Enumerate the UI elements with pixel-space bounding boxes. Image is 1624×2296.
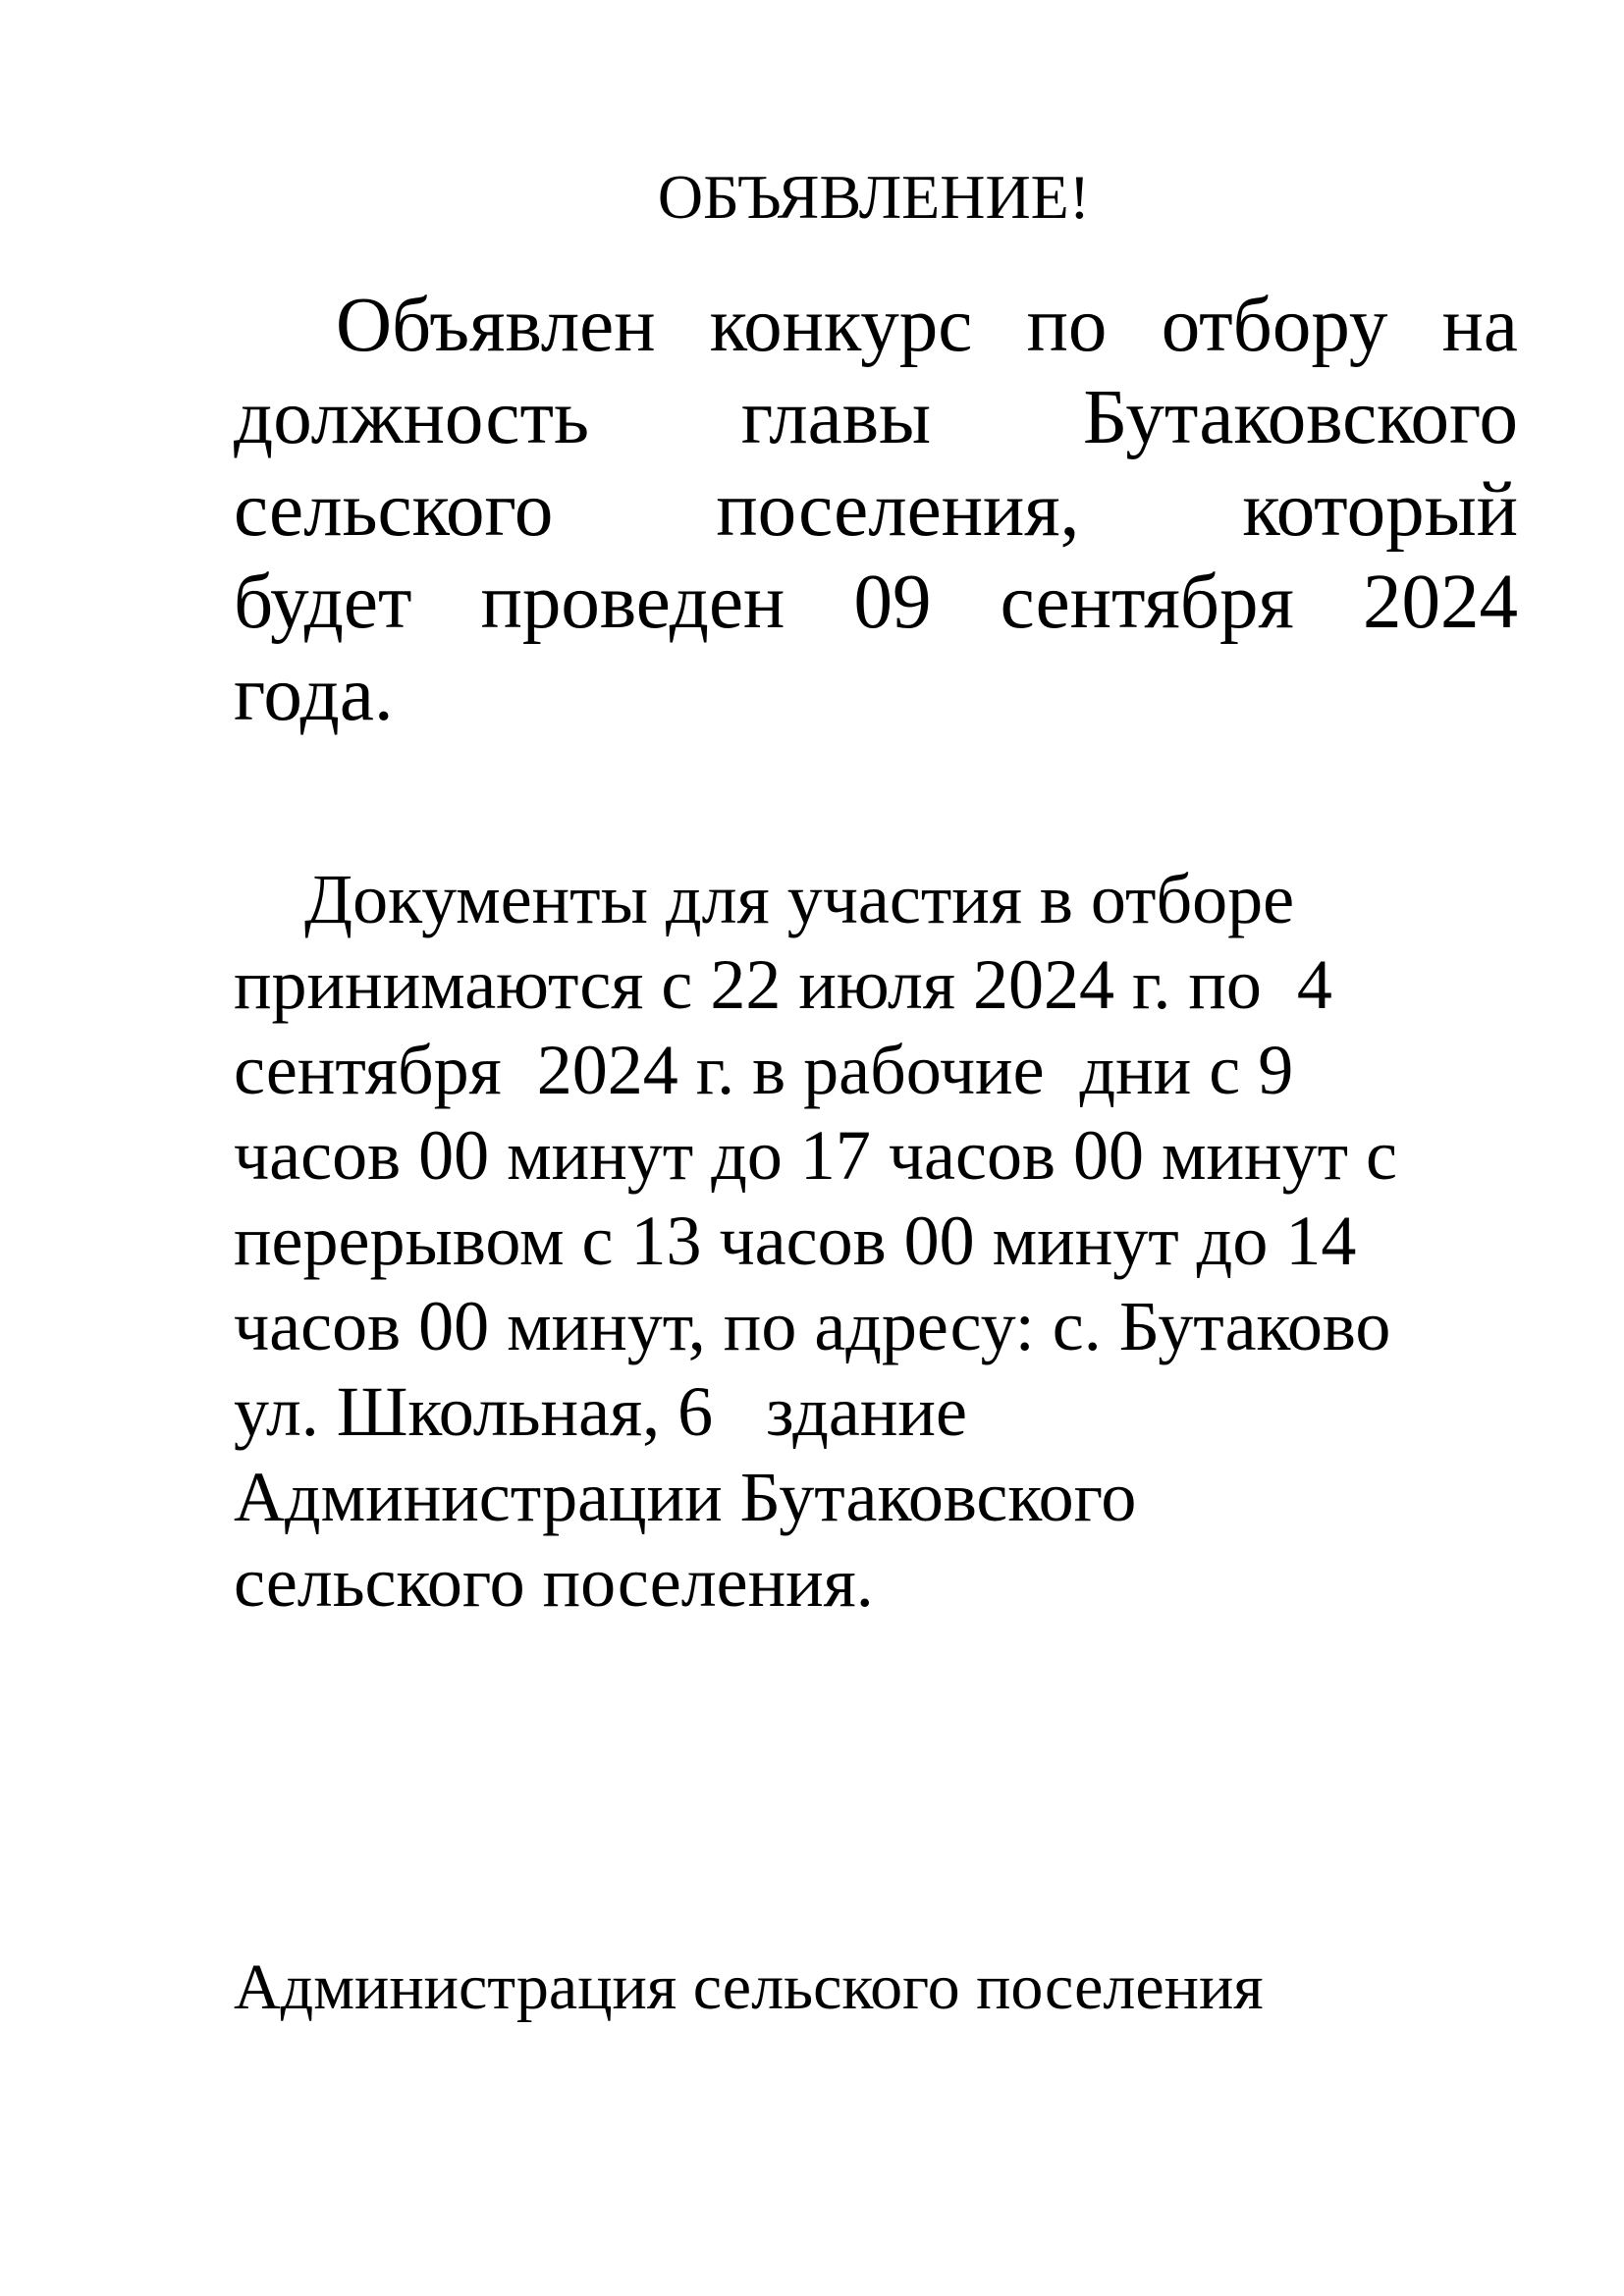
paragraph-line: должность главы Бутаковского [234,375,1518,460]
paragraph-line: перерывом с 13 часов 00 минут до 14 [234,1201,1357,1280]
paragraph-line: часов 00 минут до 17 часов 00 минут с [234,1116,1398,1195]
announcement-paragraph-documents [234,857,1549,1626]
paragraph-line: ул. Школьная, 6 здание [234,1372,967,1451]
paragraph-line: Документы для участия в отборе [304,860,1295,938]
announcement-paragraph-contest [234,280,1518,741]
paragraph-line: сельского поселения, который [234,467,1518,553]
paragraph-line: часов 00 минут, по адресу: с. Бутаково [234,1287,1391,1365]
paragraph-line: Администрации Бутаковского [234,1458,1137,1536]
announcement-title: ОБЪЯВЛЕНИЕ! [657,162,1091,232]
paragraph-line: сельского поселения. [234,1543,874,1622]
paragraph-line: будет проведен 09 сентября 2024 [234,560,1518,645]
paragraph-line: Объявлен конкурс по отбору на [336,283,1518,368]
paragraph-line: сентября 2024 г. в рабочие дни с 9 [234,1031,1294,1109]
paragraph-line: принимаются с 22 июля 2024 г. по 4 [234,945,1332,1024]
signature-administration: Администрация сельского поселения [234,1951,1264,2023]
paragraph-line: года. [234,652,394,737]
